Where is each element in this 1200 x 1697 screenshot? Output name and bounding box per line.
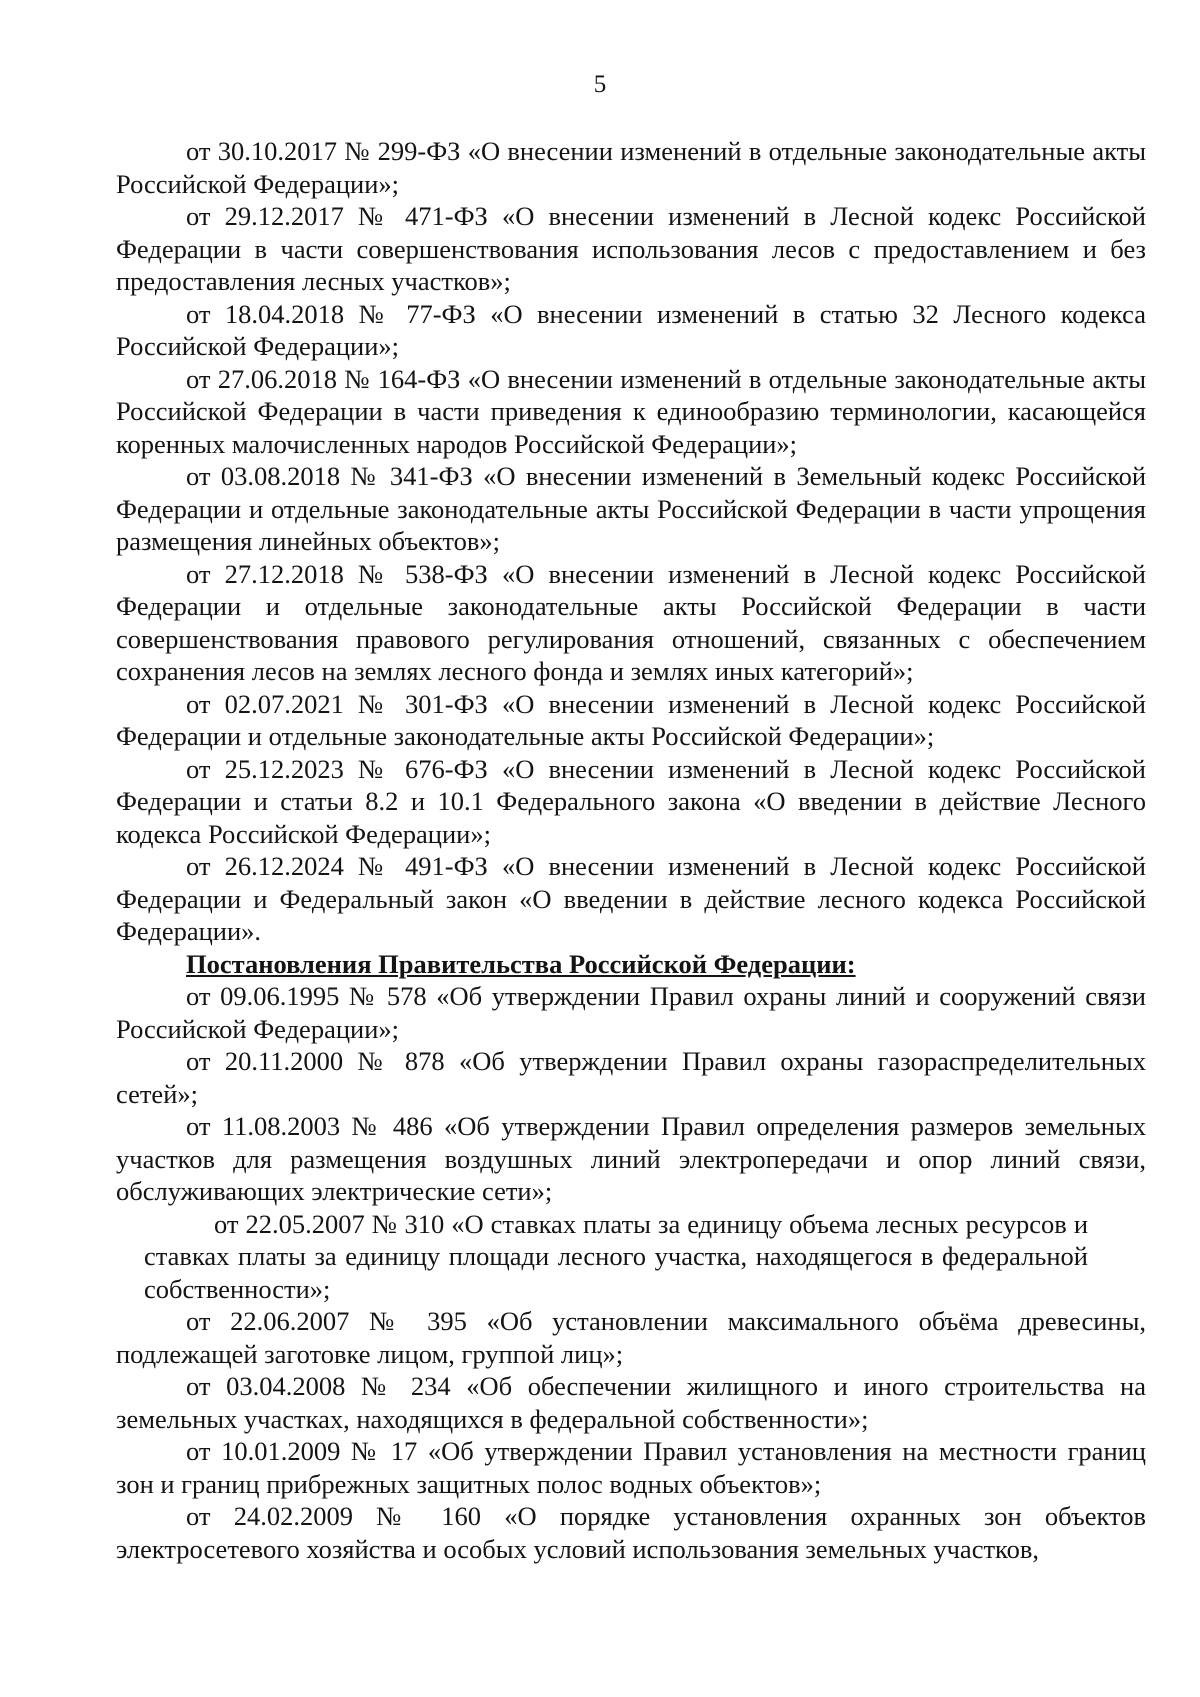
page-number: 5 bbox=[593, 71, 607, 98]
decree-item: от 10.01.2009 № 17 «Об утверждении Правил установления на местности границ зон и границ прибрежных защитных полос водных объектов»; bbox=[116, 1436, 1146, 1499]
federal-law-item: от 29.12.2017 № 471-ФЗ «О внесении изменений в Лесной кодекс Российской Федерации в части совершенствования использования лесов с предоставлением и без предоставления лесных участков»; bbox=[116, 201, 1146, 296]
federal-law-item: от 30.10.2017 № 299-ФЗ «О внесении изменений в отдельные законодательные акты Российской Федерации»; bbox=[116, 136, 1146, 199]
document-body bbox=[116, 135, 1146, 1565]
section-heading: Постановления Правительства Российской Федерации: bbox=[186, 948, 856, 979]
decree-item: от 24.02.2009 № 160 «О порядке установления охранных зон объектов электросетевого хозяйства и особых условий использования земельных участков, bbox=[116, 1501, 1146, 1564]
federal-law-item: от 18.04.2018 № 77-ФЗ «О внесении изменений в статью 32 Лесного кодекса Российской Федерации»; bbox=[116, 298, 1146, 361]
decree-item: от 22.06.2007 № 395 «Об установлении максимального объёма древесины, подлежащей заготовке лицом, группой лиц»; bbox=[116, 1306, 1146, 1369]
decree-item: от 09.06.1995 № 578 «Об утверждении Правил охраны линий и сооружений связи Российской Федерации»; bbox=[116, 981, 1146, 1044]
decree-item: от 22.05.2007 № 310 «О ставках платы за единицу объема лесных ресурсов и ставках платы за единицу площади лесного участка, находящегося в федеральной собственности»; bbox=[144, 1208, 1088, 1304]
federal-law-item: от 25.12.2023 № 676-ФЗ «О внесении изменений в Лесной кодекс Российской Федерации и статьи 8.2 и 10.1 Федерального закона «О введении в действие Лесного кодекса Российской Федерации»; bbox=[116, 753, 1146, 849]
federal-law-item: от 27.12.2018 № 538-ФЗ «О внесении изменений в Лесной кодекс Российской Федерации и отдельные законодательные акты Российской Федерации в части совершенствования правового регулирования отношений, связанных с обеспечением сохранения лесов на землях лесного фонда и землях иных категорий»; bbox=[116, 558, 1146, 686]
federal-law-item: от 03.08.2018 № 341-ФЗ «О внесении изменений в Земельный кодекс Российской Федерации и отдельные законодательные акты Российской Федерации в части упрощения размещения линейных объектов»; bbox=[116, 461, 1146, 556]
decree-item: от 11.08.2003 № 486 «Об утверждении Правил определения размеров земельных участков для размещения воздушных линий электропередачи и опор линий связи, обслуживающих электрические сети»; bbox=[116, 1111, 1146, 1206]
federal-law-item: от 26.12.2024 № 491-ФЗ «О внесении изменений в Лесной кодекс Российской Федерации и Федеральный закон «О введении в действие лесного кодекса Российской Федерации». bbox=[116, 851, 1146, 946]
federal-law-item: от 27.06.2018 № 164-ФЗ «О внесении изменений в отдельные законодательные акты Российской Федерации в части приведения к единообразию терминологии, касающейся коренных малочисленных народов Российской Федерации»; bbox=[116, 363, 1146, 459]
decree-item: от 20.11.2000 № 878 «Об утверждении Правил охраны газораспределительных сетей»; bbox=[116, 1046, 1146, 1109]
decree-item: от 03.04.2008 № 234 «Об обеспечении жилищного и иного строительства на земельных участках, находящихся в федеральной собственности»; bbox=[116, 1371, 1146, 1434]
federal-law-item: от 02.07.2021 № 301-ФЗ «О внесении изменений в Лесной кодекс Российской Федерации и отдельные законодательные акты Российской Федерации»; bbox=[116, 688, 1146, 751]
